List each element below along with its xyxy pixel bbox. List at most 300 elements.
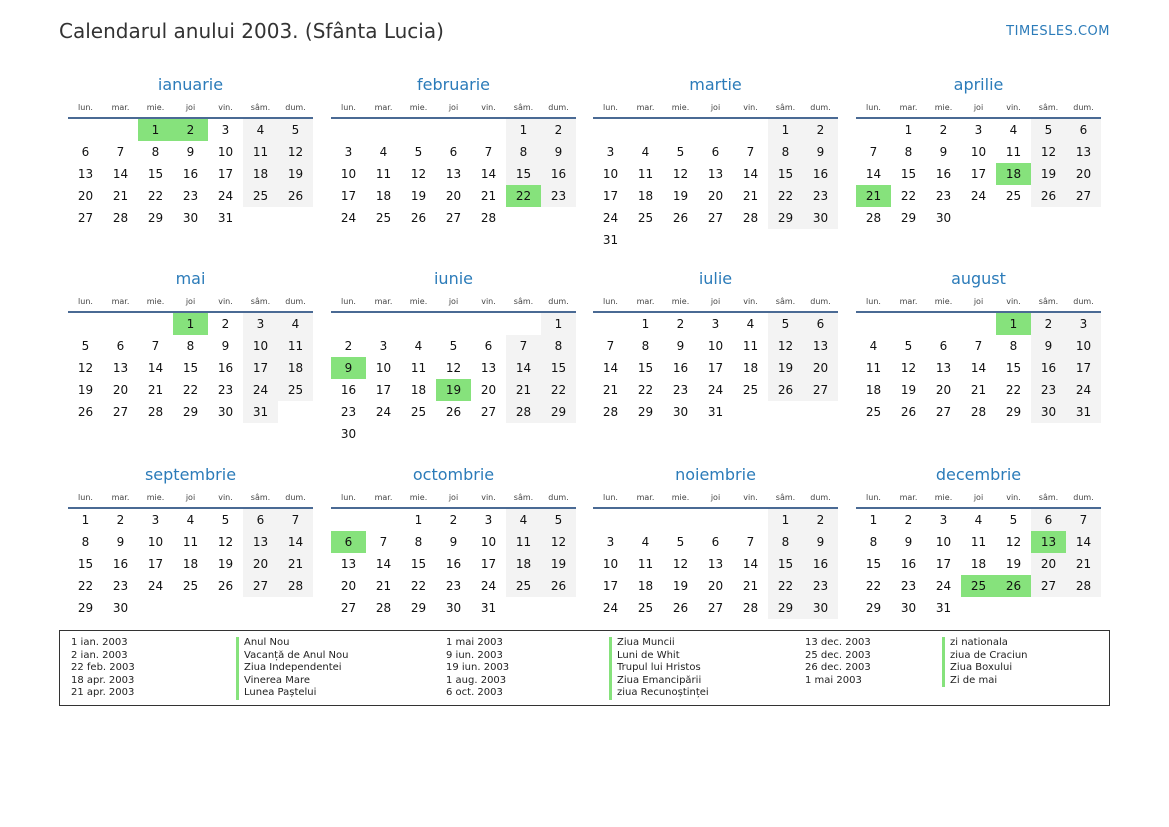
day-cell[interactable]: 22 xyxy=(541,379,576,401)
day-cell[interactable]: 25 xyxy=(637,601,654,615)
day-cell[interactable]: 25 xyxy=(506,575,541,597)
day-cell[interactable]: 3 xyxy=(379,339,388,353)
day-cell[interactable]: 7 xyxy=(746,535,755,549)
day-cell[interactable]: 28 xyxy=(278,575,313,597)
day-cell[interactable]: 15 xyxy=(1005,361,1022,375)
day-cell[interactable]: 4 xyxy=(243,119,278,141)
day-cell[interactable]: 26 xyxy=(410,211,427,225)
day-cell[interactable]: 10 xyxy=(1066,335,1101,357)
day-cell[interactable]: 5 xyxy=(1009,513,1018,527)
day-cell[interactable]: 15 xyxy=(410,557,427,571)
day-cell[interactable]: 2 xyxy=(904,513,913,527)
day-cell[interactable]: 13 xyxy=(340,557,357,571)
day-cell[interactable]: 22 xyxy=(410,579,427,593)
day-cell[interactable]: 10 xyxy=(217,145,234,159)
day-cell[interactable]: 22 xyxy=(768,575,803,597)
day-cell[interactable]: 24 xyxy=(970,189,987,203)
day-cell[interactable]: 5 xyxy=(676,535,685,549)
day-cell[interactable]: 12 xyxy=(768,335,803,357)
day-cell[interactable]: 22 xyxy=(147,189,164,203)
day-cell[interactable]: 24 xyxy=(935,579,952,593)
day-cell[interactable]: 13 xyxy=(112,361,129,375)
day-cell[interactable]: 19 xyxy=(1031,163,1066,185)
day-cell[interactable]: 29 xyxy=(865,601,882,615)
day-cell[interactable]: 13 xyxy=(480,361,497,375)
day-cell[interactable]: 5 xyxy=(221,513,230,527)
day-cell[interactable]: 13 xyxy=(1031,531,1066,553)
day-cell[interactable]: 22 xyxy=(637,383,654,397)
day-cell[interactable]: 31 xyxy=(1066,401,1101,423)
day-cell[interactable]: 6 xyxy=(331,531,366,553)
day-cell[interactable]: 29 xyxy=(1005,405,1022,419)
day-cell[interactable]: 16 xyxy=(803,163,838,185)
day-cell[interactable]: 8 xyxy=(641,339,650,353)
day-cell[interactable]: 3 xyxy=(974,123,983,137)
day-cell[interactable]: 16 xyxy=(217,361,234,375)
day-cell[interactable]: 29 xyxy=(768,597,803,619)
day-cell[interactable]: 30 xyxy=(935,211,952,225)
day-cell[interactable]: 8 xyxy=(768,531,803,553)
day-cell[interactable]: 15 xyxy=(900,167,917,181)
day-cell[interactable]: 1 xyxy=(768,509,803,531)
day-cell[interactable]: 11 xyxy=(278,335,313,357)
day-cell[interactable]: 30 xyxy=(1031,401,1066,423)
day-cell[interactable]: 8 xyxy=(506,141,541,163)
day-cell[interactable]: 19 xyxy=(672,189,689,203)
day-cell[interactable]: 21 xyxy=(970,383,987,397)
day-cell[interactable]: 4 xyxy=(186,513,195,527)
day-cell[interactable]: 6 xyxy=(449,145,458,159)
day-cell[interactable]: 9 xyxy=(449,535,458,549)
day-cell[interactable]: 18 xyxy=(506,553,541,575)
day-cell[interactable]: 19 xyxy=(900,383,917,397)
day-cell[interactable]: 17 xyxy=(970,167,987,181)
day-cell[interactable]: 27 xyxy=(112,405,129,419)
day-cell[interactable]: 28 xyxy=(112,211,129,225)
day-cell[interactable]: 2 xyxy=(173,119,208,141)
day-cell[interactable]: 2 xyxy=(344,339,353,353)
day-cell[interactable]: 27 xyxy=(1031,575,1066,597)
day-cell[interactable]: 11 xyxy=(742,339,759,353)
day-cell[interactable]: 23 xyxy=(541,185,576,207)
day-cell[interactable]: 6 xyxy=(711,145,720,159)
day-cell[interactable]: 4 xyxy=(1009,123,1018,137)
day-cell[interactable]: 13 xyxy=(1066,141,1101,163)
day-cell[interactable]: 9 xyxy=(541,141,576,163)
day-cell[interactable]: 29 xyxy=(900,211,917,225)
day-cell[interactable]: 14 xyxy=(112,167,129,181)
day-cell[interactable]: 26 xyxy=(541,575,576,597)
day-cell[interactable]: 24 xyxy=(375,405,392,419)
day-cell[interactable]: 16 xyxy=(900,557,917,571)
day-cell[interactable]: 11 xyxy=(182,535,199,549)
day-cell[interactable]: 28 xyxy=(480,211,497,225)
day-cell[interactable]: 3 xyxy=(243,313,278,335)
day-cell[interactable]: 6 xyxy=(939,339,948,353)
day-cell[interactable]: 23 xyxy=(935,189,952,203)
day-cell[interactable]: 2 xyxy=(221,317,230,331)
day-cell[interactable]: 21 xyxy=(278,553,313,575)
day-cell[interactable]: 17 xyxy=(147,557,164,571)
day-cell[interactable]: 4 xyxy=(641,535,650,549)
day-cell[interactable]: 25 xyxy=(278,379,313,401)
day-cell[interactable]: 28 xyxy=(742,601,759,615)
day-cell[interactable]: 18 xyxy=(637,189,654,203)
day-cell[interactable]: 6 xyxy=(484,339,493,353)
day-cell[interactable]: 28 xyxy=(375,601,392,615)
day-cell[interactable]: 17 xyxy=(602,579,619,593)
day-cell[interactable]: 17 xyxy=(707,361,724,375)
day-cell[interactable]: 16 xyxy=(340,383,357,397)
day-cell[interactable]: 25 xyxy=(375,211,392,225)
day-cell[interactable]: 5 xyxy=(449,339,458,353)
day-cell[interactable]: 18 xyxy=(996,163,1031,185)
day-cell[interactable]: 25 xyxy=(182,579,199,593)
day-cell[interactable]: 19 xyxy=(278,163,313,185)
day-cell[interactable]: 13 xyxy=(77,167,94,181)
day-cell[interactable]: 20 xyxy=(112,383,129,397)
day-cell[interactable]: 14 xyxy=(147,361,164,375)
day-cell[interactable]: 9 xyxy=(221,339,230,353)
day-cell[interactable]: 3 xyxy=(484,513,493,527)
day-cell[interactable]: 11 xyxy=(375,167,392,181)
day-cell[interactable]: 18 xyxy=(182,557,199,571)
day-cell[interactable]: 25 xyxy=(1005,189,1022,203)
day-cell[interactable]: 20 xyxy=(707,579,724,593)
day-cell[interactable]: 20 xyxy=(340,579,357,593)
day-cell[interactable]: 30 xyxy=(182,211,199,225)
day-cell[interactable]: 27 xyxy=(707,211,724,225)
day-cell[interactable]: 21 xyxy=(602,383,619,397)
day-cell[interactable]: 18 xyxy=(742,361,759,375)
day-cell[interactable]: 26 xyxy=(1031,185,1066,207)
day-cell[interactable]: 9 xyxy=(904,535,913,549)
day-cell[interactable]: 7 xyxy=(379,535,388,549)
day-cell[interactable]: 14 xyxy=(865,167,882,181)
day-cell[interactable]: 28 xyxy=(506,401,541,423)
day-cell[interactable]: 17 xyxy=(935,557,952,571)
day-cell[interactable]: 19 xyxy=(77,383,94,397)
day-cell[interactable]: 10 xyxy=(340,167,357,181)
day-cell[interactable]: 22 xyxy=(865,579,882,593)
day-cell[interactable]: 3 xyxy=(1066,313,1101,335)
day-cell[interactable]: 19 xyxy=(1005,557,1022,571)
day-cell[interactable]: 22 xyxy=(77,579,94,593)
day-cell[interactable]: 22 xyxy=(506,185,541,207)
day-cell[interactable]: 23 xyxy=(112,579,129,593)
day-cell[interactable]: 10 xyxy=(602,167,619,181)
day-cell[interactable]: 14 xyxy=(278,531,313,553)
day-cell[interactable]: 24 xyxy=(602,601,619,615)
day-cell[interactable]: 2 xyxy=(803,119,838,141)
day-cell[interactable]: 6 xyxy=(1066,119,1101,141)
day-cell[interactable]: 20 xyxy=(707,189,724,203)
day-cell[interactable]: 25 xyxy=(742,383,759,397)
day-cell[interactable]: 25 xyxy=(637,211,654,225)
day-cell[interactable]: 18 xyxy=(970,557,987,571)
day-cell[interactable]: 31 xyxy=(707,405,724,419)
day-cell[interactable]: 1 xyxy=(996,313,1031,335)
day-cell[interactable]: 27 xyxy=(243,575,278,597)
day-cell[interactable]: 12 xyxy=(77,361,94,375)
day-cell[interactable]: 21 xyxy=(480,189,497,203)
day-cell[interactable]: 12 xyxy=(672,167,689,181)
day-cell[interactable]: 14 xyxy=(375,557,392,571)
day-cell[interactable]: 24 xyxy=(480,579,497,593)
day-cell[interactable]: 3 xyxy=(711,317,720,331)
day-cell[interactable]: 28 xyxy=(1066,575,1101,597)
day-cell[interactable]: 16 xyxy=(112,557,129,571)
day-cell[interactable]: 9 xyxy=(331,357,366,379)
day-cell[interactable]: 5 xyxy=(414,145,423,159)
day-cell[interactable]: 30 xyxy=(672,405,689,419)
day-cell[interactable]: 15 xyxy=(182,361,199,375)
day-cell[interactable]: 10 xyxy=(602,557,619,571)
day-cell[interactable]: 2 xyxy=(676,317,685,331)
day-cell[interactable]: 5 xyxy=(541,509,576,531)
day-cell[interactable]: 30 xyxy=(803,597,838,619)
day-cell[interactable]: 17 xyxy=(243,357,278,379)
day-cell[interactable]: 29 xyxy=(147,211,164,225)
day-cell[interactable]: 23 xyxy=(445,579,462,593)
day-cell[interactable]: 9 xyxy=(1031,335,1066,357)
day-cell[interactable]: 7 xyxy=(869,145,878,159)
day-cell[interactable]: 20 xyxy=(480,383,497,397)
day-cell[interactable]: 18 xyxy=(243,163,278,185)
day-cell[interactable]: 11 xyxy=(1005,145,1022,159)
day-cell[interactable]: 31 xyxy=(243,401,278,423)
day-cell[interactable]: 28 xyxy=(602,405,619,419)
day-cell[interactable]: 4 xyxy=(278,313,313,335)
day-cell[interactable]: 25 xyxy=(961,575,996,597)
day-cell[interactable]: 25 xyxy=(243,185,278,207)
day-cell[interactable]: 24 xyxy=(707,383,724,397)
day-cell[interactable]: 5 xyxy=(768,313,803,335)
day-cell[interactable]: 17 xyxy=(480,557,497,571)
day-cell[interactable]: 26 xyxy=(672,211,689,225)
day-cell[interactable]: 9 xyxy=(676,339,685,353)
day-cell[interactable]: 26 xyxy=(445,405,462,419)
day-cell[interactable]: 19 xyxy=(768,357,803,379)
day-cell[interactable]: 4 xyxy=(869,339,878,353)
day-cell[interactable]: 7 xyxy=(746,145,755,159)
day-cell[interactable]: 2 xyxy=(803,509,838,531)
day-cell[interactable]: 5 xyxy=(676,145,685,159)
day-cell[interactable]: 29 xyxy=(768,207,803,229)
day-cell[interactable]: 1 xyxy=(414,513,423,527)
day-cell[interactable]: 23 xyxy=(340,405,357,419)
day-cell[interactable]: 24 xyxy=(217,189,234,203)
day-cell[interactable]: 23 xyxy=(900,579,917,593)
day-cell[interactable]: 18 xyxy=(637,579,654,593)
day-cell[interactable]: 20 xyxy=(243,553,278,575)
day-cell[interactable]: 28 xyxy=(865,211,882,225)
day-cell[interactable]: 1 xyxy=(641,317,650,331)
day-cell[interactable]: 28 xyxy=(742,211,759,225)
day-cell[interactable]: 30 xyxy=(445,601,462,615)
day-cell[interactable]: 4 xyxy=(414,339,423,353)
day-cell[interactable]: 7 xyxy=(484,145,493,159)
day-cell[interactable]: 16 xyxy=(1031,357,1066,379)
day-cell[interactable]: 27 xyxy=(77,211,94,225)
day-cell[interactable]: 11 xyxy=(637,167,654,181)
day-cell[interactable]: 10 xyxy=(243,335,278,357)
day-cell[interactable]: 6 xyxy=(81,145,90,159)
day-cell[interactable]: 26 xyxy=(900,405,917,419)
day-cell[interactable]: 16 xyxy=(541,163,576,185)
day-cell[interactable]: 3 xyxy=(606,145,615,159)
day-cell[interactable]: 25 xyxy=(865,405,882,419)
day-cell[interactable]: 24 xyxy=(147,579,164,593)
day-cell[interactable]: 9 xyxy=(803,531,838,553)
day-cell[interactable]: 27 xyxy=(445,211,462,225)
day-cell[interactable]: 9 xyxy=(939,145,948,159)
day-cell[interactable]: 17 xyxy=(1066,357,1101,379)
day-cell[interactable]: 8 xyxy=(541,335,576,357)
day-cell[interactable]: 16 xyxy=(445,557,462,571)
day-cell[interactable]: 19 xyxy=(436,379,471,401)
day-cell[interactable]: 2 xyxy=(1031,313,1066,335)
day-cell[interactable]: 11 xyxy=(410,361,427,375)
day-cell[interactable]: 29 xyxy=(182,405,199,419)
day-cell[interactable]: 18 xyxy=(375,189,392,203)
day-cell[interactable]: 29 xyxy=(410,601,427,615)
day-cell[interactable]: 27 xyxy=(707,601,724,615)
day-cell[interactable]: 23 xyxy=(217,383,234,397)
day-cell[interactable]: 21 xyxy=(147,383,164,397)
day-cell[interactable]: 1 xyxy=(541,313,576,335)
day-cell[interactable]: 16 xyxy=(803,553,838,575)
day-cell[interactable]: 15 xyxy=(506,163,541,185)
day-cell[interactable]: 5 xyxy=(904,339,913,353)
day-cell[interactable]: 12 xyxy=(410,167,427,181)
day-cell[interactable]: 30 xyxy=(803,207,838,229)
day-cell[interactable]: 8 xyxy=(186,339,195,353)
day-cell[interactable]: 1 xyxy=(869,513,878,527)
day-cell[interactable]: 10 xyxy=(375,361,392,375)
day-cell[interactable]: 5 xyxy=(1031,119,1066,141)
day-cell[interactable]: 18 xyxy=(410,383,427,397)
day-cell[interactable]: 30 xyxy=(900,601,917,615)
day-cell[interactable]: 21 xyxy=(742,189,759,203)
day-cell[interactable]: 9 xyxy=(116,535,125,549)
day-cell[interactable]: 26 xyxy=(672,601,689,615)
day-cell[interactable]: 26 xyxy=(77,405,94,419)
day-cell[interactable]: 19 xyxy=(672,579,689,593)
day-cell[interactable]: 23 xyxy=(803,575,838,597)
day-cell[interactable]: 12 xyxy=(672,557,689,571)
day-cell[interactable]: 23 xyxy=(803,185,838,207)
day-cell[interactable]: 2 xyxy=(541,119,576,141)
day-cell[interactable]: 16 xyxy=(182,167,199,181)
day-cell[interactable]: 11 xyxy=(865,361,882,375)
day-cell[interactable]: 15 xyxy=(147,167,164,181)
day-cell[interactable]: 8 xyxy=(151,145,160,159)
day-cell[interactable]: 7 xyxy=(506,335,541,357)
day-cell[interactable]: 20 xyxy=(803,357,838,379)
day-cell[interactable]: 23 xyxy=(1031,379,1066,401)
day-cell[interactable]: 17 xyxy=(375,383,392,397)
day-cell[interactable]: 29 xyxy=(77,601,94,615)
day-cell[interactable]: 10 xyxy=(480,535,497,549)
day-cell[interactable]: 13 xyxy=(707,167,724,181)
day-cell[interactable]: 7 xyxy=(151,339,160,353)
day-cell[interactable]: 4 xyxy=(974,513,983,527)
day-cell[interactable]: 4 xyxy=(641,145,650,159)
day-cell[interactable]: 22 xyxy=(900,189,917,203)
day-cell[interactable]: 7 xyxy=(278,509,313,531)
day-cell[interactable]: 21 xyxy=(742,579,759,593)
day-cell[interactable]: 27 xyxy=(935,405,952,419)
day-cell[interactable]: 6 xyxy=(803,313,838,335)
day-cell[interactable]: 3 xyxy=(221,123,230,137)
day-cell[interactable]: 6 xyxy=(116,339,125,353)
day-cell[interactable]: 15 xyxy=(768,163,803,185)
day-cell[interactable]: 18 xyxy=(278,357,313,379)
day-cell[interactable]: 14 xyxy=(742,557,759,571)
day-cell[interactable]: 21 xyxy=(375,579,392,593)
day-cell[interactable]: 20 xyxy=(77,189,94,203)
day-cell[interactable]: 19 xyxy=(541,553,576,575)
day-cell[interactable]: 30 xyxy=(217,405,234,419)
day-cell[interactable]: 31 xyxy=(602,233,619,247)
day-cell[interactable]: 31 xyxy=(480,601,497,615)
day-cell[interactable]: 24 xyxy=(243,379,278,401)
day-cell[interactable]: 12 xyxy=(278,141,313,163)
day-cell[interactable]: 1 xyxy=(904,123,913,137)
day-cell[interactable]: 1 xyxy=(173,313,208,335)
day-cell[interactable]: 23 xyxy=(182,189,199,203)
day-cell[interactable]: 6 xyxy=(1031,509,1066,531)
day-cell[interactable]: 1 xyxy=(81,513,90,527)
day-cell[interactable]: 20 xyxy=(445,189,462,203)
day-cell[interactable]: 12 xyxy=(541,531,576,553)
day-cell[interactable]: 14 xyxy=(970,361,987,375)
day-cell[interactable]: 7 xyxy=(116,145,125,159)
day-cell[interactable]: 26 xyxy=(996,575,1031,597)
day-cell[interactable]: 1 xyxy=(768,119,803,141)
day-cell[interactable]: 29 xyxy=(541,401,576,423)
day-cell[interactable]: 25 xyxy=(410,405,427,419)
day-cell[interactable]: 14 xyxy=(480,167,497,181)
day-cell[interactable]: 11 xyxy=(506,531,541,553)
day-cell[interactable]: 2 xyxy=(449,513,458,527)
day-cell[interactable]: 14 xyxy=(1066,531,1101,553)
day-cell[interactable]: 1 xyxy=(138,119,173,141)
day-cell[interactable]: 24 xyxy=(1066,379,1101,401)
day-cell[interactable]: 11 xyxy=(637,557,654,571)
day-cell[interactable]: 8 xyxy=(869,535,878,549)
day-cell[interactable]: 8 xyxy=(1009,339,1018,353)
day-cell[interactable]: 6 xyxy=(243,509,278,531)
day-cell[interactable]: 4 xyxy=(746,317,755,331)
day-cell[interactable]: 3 xyxy=(939,513,948,527)
day-cell[interactable]: 31 xyxy=(217,211,234,225)
day-cell[interactable]: 5 xyxy=(81,339,90,353)
day-cell[interactable]: 15 xyxy=(637,361,654,375)
day-cell[interactable]: 22 xyxy=(1005,383,1022,397)
day-cell[interactable]: 28 xyxy=(147,405,164,419)
day-cell[interactable]: 22 xyxy=(182,383,199,397)
day-cell[interactable]: 1 xyxy=(506,119,541,141)
day-cell[interactable]: 27 xyxy=(480,405,497,419)
day-cell[interactable]: 22 xyxy=(768,185,803,207)
day-cell[interactable]: 13 xyxy=(803,335,838,357)
day-cell[interactable]: 12 xyxy=(1031,141,1066,163)
day-cell[interactable]: 21 xyxy=(1066,553,1101,575)
day-cell[interactable]: 9 xyxy=(803,141,838,163)
day-cell[interactable]: 12 xyxy=(217,535,234,549)
